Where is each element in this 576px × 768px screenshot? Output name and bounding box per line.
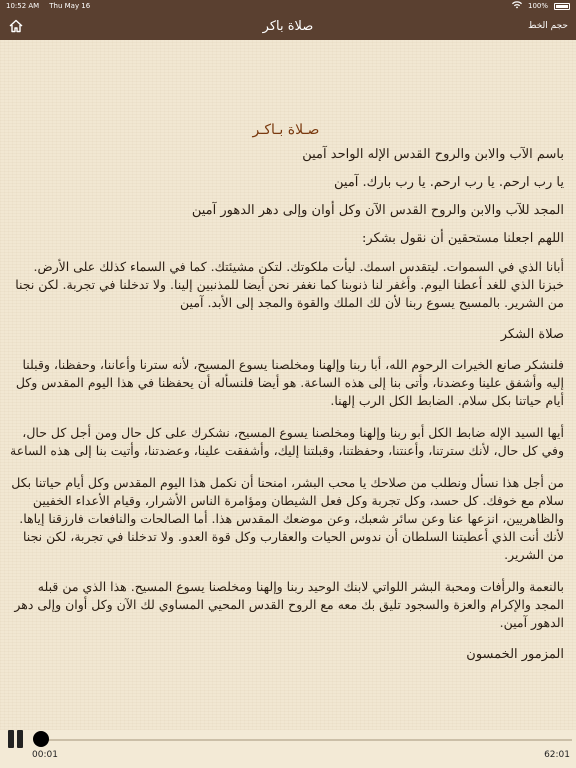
seek-track[interactable] xyxy=(36,739,572,741)
status-bar xyxy=(0,0,576,12)
nav-bar xyxy=(0,12,576,40)
pause-bar-right xyxy=(17,730,23,748)
pause-bar-left xyxy=(8,730,14,748)
section-title-psalm50: المزمور الخمسون xyxy=(466,647,564,662)
home-icon[interactable] xyxy=(8,18,24,34)
section-title-thanksgiving: صلاة الشكر xyxy=(500,327,564,342)
total-time: 62:01 xyxy=(544,750,570,760)
font-size-button[interactable]: حجم الخط xyxy=(528,21,568,31)
wifi-icon xyxy=(512,1,522,11)
intro-line: اللهم اجعلنا مستحقين أن نقول بشكر: xyxy=(361,231,564,246)
status-time: 10:52 AM xyxy=(6,2,40,10)
thanksgiving-paragraph-1: فلنشكر صانع الخيرات الرحوم الله، أبا ربنا وإلهنا ومخلصنا يسوع المسيح، لأنه سترنا وأعاننا، وحفظنا، وقبلنا إليه وأشفق علينا وعضدنا، وأتى بنا إلى هذه الساعة. هو أيضا فلنسأله أن يحفظنا في هذا اليوم المقدس وكل أيام حياتنا بكل سلام. الضابط الكل الرب إلهنا. xyxy=(15,357,564,408)
current-time: 00:01 xyxy=(32,750,58,760)
prayer-heading: صـلاة بـاكـر xyxy=(252,122,320,138)
lords-prayer-paragraph: أبانا الذي في السموات. ليتقدس اسمك. ليأت ملكوتك. لتكن مشيئتك. كما في السماء كذلك على الأرض. خبزنا الذي للغد أعطنا اليوم. وأغفر لنا ذنوبنا كما نغفر نحن أيضا للمذنبين إلينا. ولا تدخلنا في تجربة. لكن نجنا من الشرير. بالمسيح يسوع ربنا لأن لك الملك والقوة والمجد إلى الأبد. آمين xyxy=(15,259,564,310)
kyrie-line: يا رب ارحم. يا رب ارحم. يا رب بارك. آمين xyxy=(334,175,564,190)
thanksgiving-paragraph-3: من أجل هذا نسأل ونطلب من صلاحك يا محب البشر، امنحنا أن نكمل هذا اليوم المقدس وكل أيام حياتنا بكل سلام مع خوفك. كل حسد، وكل تجربة وكل فعل الشيطان ومؤامرة الناس الأشرار، وقيام الأعداء الخفيين والظاهريين، انزعها عنا وعن سائر شعبك، وعن موضعك المقدس هذا. أما الصالحات والنافعات فارزقنا إياها. لأنك أنت الذي أعطيتنا السلطان أن ندوس الحيات والعقارب وكل قوة العدو. ولا تدخلنا في تجربة، لكن نجنا من الشرير. xyxy=(11,475,564,562)
doxology-line: المجد للآب والابن والروح القدس الآن وكل أوان وإلى دهر الدهور آمين xyxy=(191,203,564,218)
page-title: صلاة باكر xyxy=(262,18,314,34)
thanksgiving-paragraph-4: بالنعمة والرأفات ومحبة البشر اللواتي لابنك الوحيد ربنا وإلهنا ومخلصنا يسوع المسيح. هذا الذي من قبله المجد والإكرام والعزة والسجود تليق بك معه مع الروح القدس المحيي المساوي لك الآن وكل أوان وإلى دهر الدهور آمين. xyxy=(14,579,564,630)
battery-icon xyxy=(554,3,570,10)
invocation-line: باسم الآب والابن والروح القدس الإله الواحد آمين xyxy=(302,147,564,162)
battery-percent: 100% xyxy=(527,2,548,10)
status-date: Thu May 16 xyxy=(49,2,91,10)
pause-button[interactable] xyxy=(8,730,24,748)
audio-player xyxy=(0,730,576,768)
prayer-text-scroll[interactable] xyxy=(0,40,576,730)
seek-thumb[interactable] xyxy=(33,731,49,747)
thanksgiving-paragraph-2: أيها السيد الإله ضابط الكل أبو ربنا وإلهنا ومخلصنا يسوع المسيح، نشكرك على كل حال ومن أجل كل حال، وفي كل حال، لأنك سترتنا، وأعنتنا، وحفظتنا، وقبلتنا إليك، وأشفقت علينا، وعضدتنا، وأتيت بنا إلى هذه الساعة xyxy=(10,425,564,458)
